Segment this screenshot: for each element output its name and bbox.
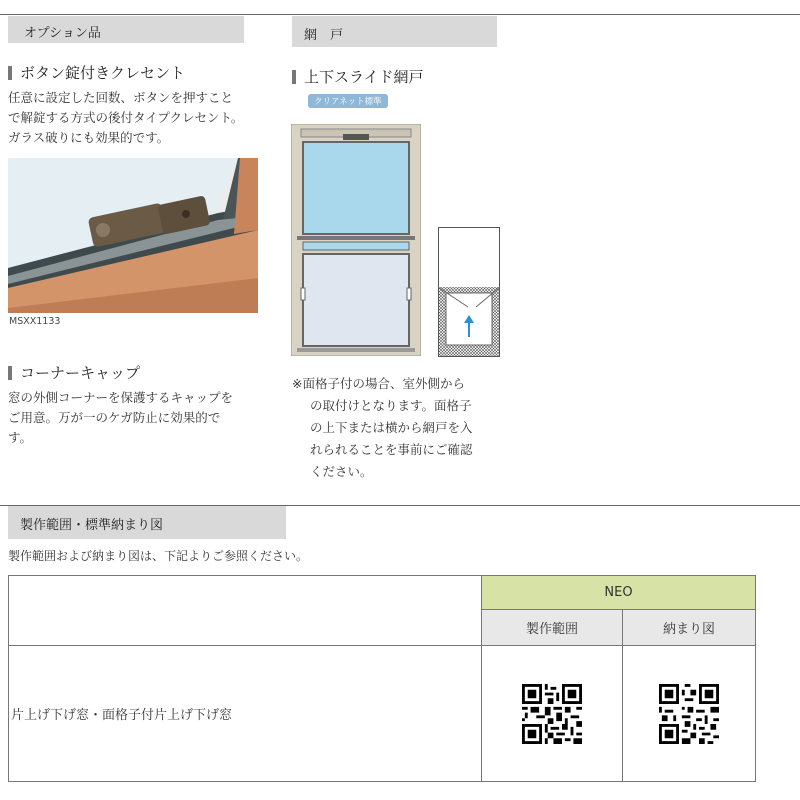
screen-note-line: の上下または横から網戸を入 [310, 420, 473, 435]
crescent-heading [8, 62, 185, 83]
heading-marker [8, 366, 12, 380]
crescent-description [8, 88, 258, 148]
range-intro: 製作範囲および納まり図は、下記よりご参照ください。 [8, 549, 309, 563]
top-rule [0, 14, 800, 15]
crescent-line: ガラス破りにも効果的です。 [8, 130, 170, 145]
screen-heading [292, 66, 424, 87]
sliding-screen-window-diagram [291, 124, 421, 356]
corner-cap-line: ご用意。万が一のケガ防止に効果的で [8, 410, 221, 425]
screen-install-diagram [438, 227, 500, 357]
row-label: 片上げ下げ窓・面格子付片上げ下げ窓 [9, 646, 482, 782]
clear-net-badge: クリアネット標準 [308, 94, 388, 108]
crescent-title: ボタン錠付きクレセント [20, 64, 186, 82]
corner-cap-line: す。 [8, 430, 33, 445]
corner-cap-line: 窓の外側コーナーを保護するキャップを [8, 390, 234, 405]
options-section-header [8, 16, 244, 43]
screen-note-line: の取付けとなります。面格子 [310, 398, 472, 413]
drawing-qr-icon[interactable] [659, 684, 719, 744]
options-section-title: オプション品 [24, 26, 101, 41]
screen-title: 上下スライド網戸 [304, 68, 424, 86]
screen-section-title: 網 戸 [304, 28, 344, 43]
heading-marker [8, 66, 12, 80]
range-column-header: 製作範囲 [482, 610, 623, 646]
corner-cap-heading [8, 362, 140, 383]
corner-cap-description [8, 388, 263, 448]
drawing-column-header: 納まり図 [623, 610, 756, 646]
crescent-lock-photo [8, 158, 258, 313]
heading-marker [292, 70, 296, 84]
product-code: MSXX1133 [9, 316, 61, 327]
range-qr-cell[interactable] [482, 646, 623, 782]
screen-section-header [292, 16, 497, 47]
table-corner-cell [9, 576, 482, 646]
screen-note-line: れられることを事前にご確認 [310, 442, 473, 457]
drawing-qr-cell[interactable] [623, 646, 756, 782]
range-table [8, 575, 756, 782]
range-qr-icon[interactable] [522, 684, 582, 744]
screen-note-line: ください。 [310, 464, 373, 479]
range-section-header [8, 506, 286, 539]
screen-note-line: ※面格子付の場合、室外側から [292, 376, 465, 391]
crescent-line: 任意に設定した回数、ボタンを押すこと [8, 90, 234, 105]
corner-cap-title: コーナーキャップ [20, 364, 141, 382]
range-section-title: 製作範囲・標準納まり図 [20, 518, 164, 533]
crescent-line: で解錠する方式の後付タイプクレセント。 [8, 110, 244, 125]
screen-note [292, 373, 502, 483]
neo-header: NEO [482, 576, 756, 610]
